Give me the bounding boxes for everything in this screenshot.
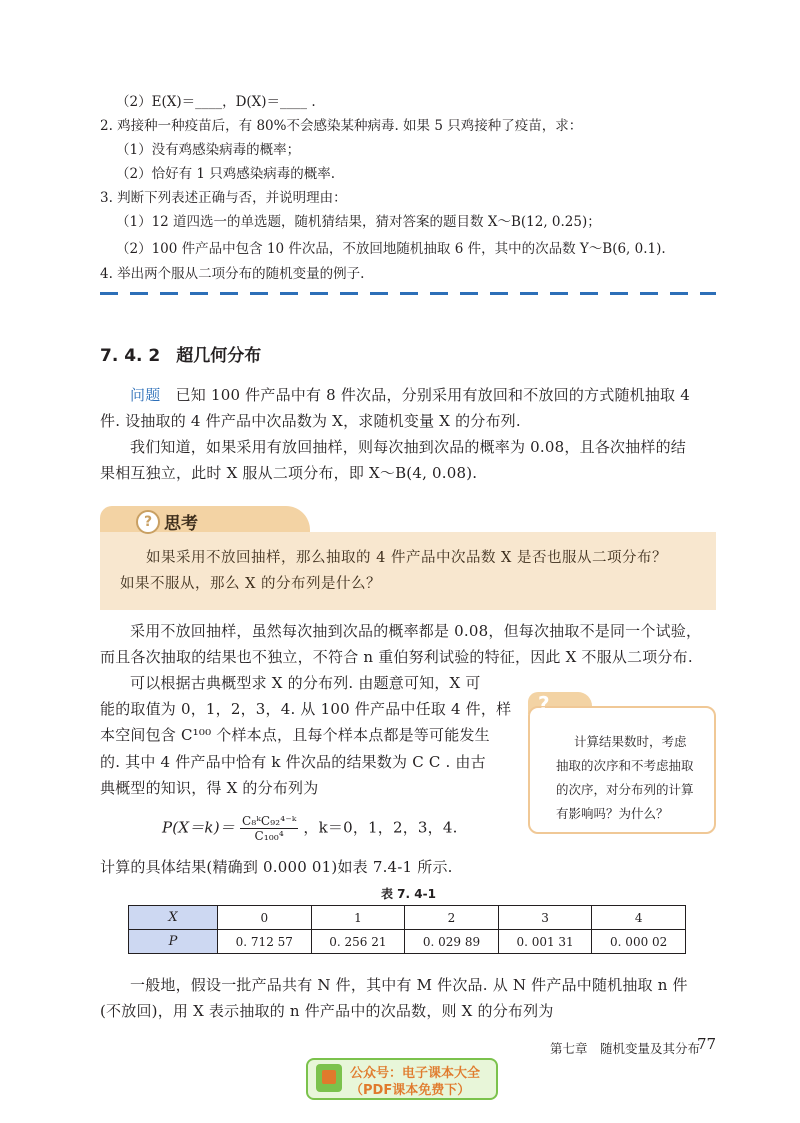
exercise-line: （1）12 道四选一的单选题，随机猜结果，猜对答案的题目数 X～B(12, 0.25)； bbox=[116, 214, 601, 230]
paragraph-line: 果相互独立，此时 X 服从二项分布，即 X～B(4, 0.08). bbox=[100, 464, 478, 482]
page-number: 77 bbox=[697, 1035, 717, 1053]
distribution-formula bbox=[162, 814, 458, 843]
paragraph-line: 可以根据古典概型求 X 的分布列. 由题意可知，X 可 bbox=[130, 674, 481, 692]
problem-line bbox=[130, 384, 690, 405]
table-cell: 0. 000 02 bbox=[592, 930, 686, 954]
exercise-line: （2）恰好有 1 只鸡感染病毒的概率. bbox=[116, 166, 336, 182]
think-title: 思考 bbox=[164, 514, 198, 534]
section-divider bbox=[100, 292, 716, 295]
formula-numerator: C₈ᵏC₉₂⁴⁻ᵏ bbox=[241, 814, 297, 828]
section-heading bbox=[100, 341, 261, 366]
think-text: 如果不服从，那么 X 的分布列是什么？ bbox=[120, 576, 382, 592]
exercise-line: 3. 判断下列表述正确与否，并说明理由： bbox=[100, 190, 347, 206]
note-line: 计算结果数时，考虑 bbox=[574, 734, 687, 749]
exercise-line: （2）E(X)＝____，D(X)＝____ . bbox=[116, 94, 316, 110]
paragraph-line: (不放回)，用 X 表示抽取的 n 件产品中的次品数，则 X 的分布列为 bbox=[100, 1002, 554, 1020]
table-row bbox=[129, 930, 686, 954]
table-cell: 4 bbox=[592, 906, 686, 930]
paragraph-line: 典概型的知识，得 X 的分布列为 bbox=[100, 779, 319, 797]
table-cell: 0. 712 57 bbox=[218, 930, 312, 954]
section-title: 超几何分布 bbox=[176, 346, 262, 366]
exercise-line: （2）100 件产品中包含 10 件次品，不放回地随机抽取 6 件，其中的次品数 Y～B(6, 0.1). bbox=[116, 241, 666, 257]
think-body bbox=[100, 532, 716, 610]
problem-text: 已知 100 件产品中有 8 件次品，分别采用有放回和不放回的方式随机抽取 4 bbox=[175, 386, 690, 404]
side-note bbox=[528, 692, 716, 832]
table-cell: 2 bbox=[405, 906, 499, 930]
table-head-cell: P bbox=[129, 930, 218, 954]
section-number: 7. 4. 2 bbox=[100, 346, 161, 366]
paragraph-line: 而且各次抽取的结果也不独立，不符合 n 重伯努利试验的特征，因此 X 不服从二项分布. bbox=[100, 648, 693, 666]
question-icon: ? bbox=[136, 510, 160, 534]
table-row bbox=[129, 906, 686, 930]
table-cell: 1 bbox=[311, 906, 405, 930]
note-line: 的次序，对分布列的计算 bbox=[556, 782, 694, 797]
paragraph-line: 一般地，假设一批产品共有 N 件，其中有 M 件次品. 从 N 件产品中随机抽取 n 件 bbox=[130, 976, 688, 994]
formula-fraction bbox=[240, 814, 299, 843]
paragraph-line: 采用不放回抽样，虽然每次抽到次品的概率都是 0.08，但每次抽取不是同一个试验， bbox=[130, 622, 702, 640]
exercise-line: 4. 举出两个服从二项分布的随机变量的例子. bbox=[100, 266, 365, 282]
watermark-line: （PDF课本免费下） bbox=[350, 1083, 471, 1098]
think-box bbox=[100, 506, 716, 604]
exercise-line: 2. 鸡接种一种疫苗后，有 80%不会感染某种病毒. 如果 5 只鸡接种了疫苗，求： bbox=[100, 118, 583, 134]
table-cell: 0. 029 89 bbox=[405, 930, 499, 954]
exercise-line: （1）没有鸡感染病毒的概率； bbox=[116, 142, 301, 158]
table-cell: 0. 256 21 bbox=[311, 930, 405, 954]
table-cell: 3 bbox=[498, 906, 592, 930]
question-icon: ? bbox=[538, 692, 550, 716]
table-head-cell: X bbox=[129, 906, 218, 930]
paragraph-line: 计算的具体结果(精确到 0.000 01)如表 7.4-1 所示. bbox=[100, 858, 453, 876]
table-caption: 表 7. 4-1 bbox=[381, 887, 436, 901]
think-tab bbox=[100, 506, 310, 534]
think-text: 如果采用不放回抽样，那么抽取的 4 件产品中次品数 X 是否也服从二项分布？ bbox=[146, 550, 667, 566]
chapter-footer: 第七章 随机变量及其分布 bbox=[550, 1041, 701, 1056]
formula-tail: ，k＝0，1，2，3，4. bbox=[303, 818, 458, 837]
formula-denominator: C₁₀₀⁴ bbox=[254, 829, 284, 843]
formula-lhs: P(X＝k)＝ bbox=[162, 818, 235, 837]
paragraph-line: 我们知道，如果采用有放回抽样，则每次抽到次品的概率为 0.08，且各次抽样的结 bbox=[130, 438, 686, 456]
watermark-line: 公众号：电子课本大全 bbox=[350, 1066, 481, 1081]
problem-label: 问题 bbox=[130, 386, 161, 404]
paragraph-line: 本空间包含 C¹⁰⁰ 个样本点，且每个样本点都是等可能发生 bbox=[100, 726, 490, 744]
watermark-badge bbox=[306, 1058, 498, 1100]
book-icon bbox=[316, 1064, 342, 1092]
distribution-table bbox=[128, 905, 686, 954]
note-line: 有影响吗？为什么？ bbox=[556, 806, 669, 821]
table-cell: 0 bbox=[218, 906, 312, 930]
paragraph-line: 的. 其中 4 件产品中恰有 k 件次品的结果数为 C C . 由古 bbox=[100, 753, 486, 771]
note-line: 抽取的次序和不考虑抽取 bbox=[556, 758, 694, 773]
paragraph-line: 能的取值为 0，1，2，3，4. 从 100 件产品中任取 4 件，样 bbox=[100, 700, 512, 718]
problem-line: 件. 设抽取的 4 件产品中次品数为 X，求随机变量 X 的分布列. bbox=[100, 412, 521, 430]
table-cell: 0. 001 31 bbox=[498, 930, 592, 954]
